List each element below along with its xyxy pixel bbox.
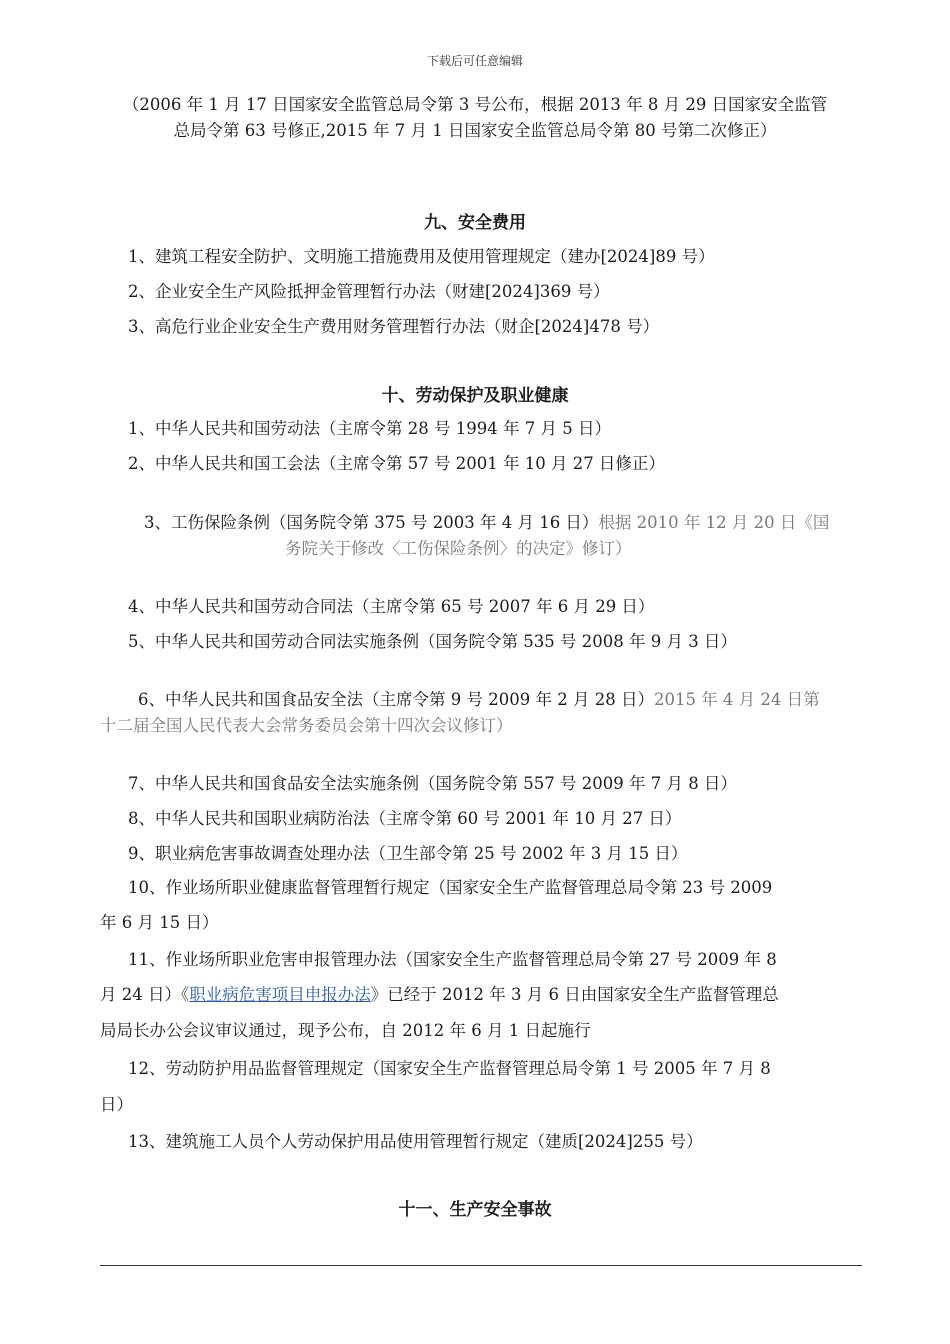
item-6-note: 2015 年 4 月 24 日第 [653,690,820,709]
section-11-title: 十一、生产安全事故 [398,1200,552,1220]
item-3-note: 根据 2010 年 12 月 20 日《国 [598,513,830,532]
list-item: 2、企业安全生产风险抵押金管理暂行办法（财建[2024]369 号） [128,282,610,301]
list-item: 11、作业场所职业危害申报管理办法（国家安全生产监督管理总局令第 27 号 2009 年 8 [128,950,777,969]
list-item: 9、职业病危害事故调查处理办法（卫生部令第 25 号 2002 年 3 月 15 日） [128,844,688,863]
list-item: 8、中华人民共和国职业病防治法（主席令第 60 号 2001 年 10 月 27 日） [128,809,682,828]
item-3-main: 3、工伤保险条例（国务院令第 375 号 2003 年 4 月 16 日） [144,513,599,532]
occupational-hazard-declaration-link[interactable]: 职业病危害项目申报办法 [189,985,371,1004]
list-item-continued [100,982,779,1008]
item-6-main: 6、中华人民共和国食品安全法（主席令第 9 号 2009 年 2 月 28 日） [138,690,654,709]
list-item [144,510,829,536]
list-item: 10、作业场所职业健康监督管理暂行规定（国家安全生产监督管理总局令第 23 号 2009 [128,878,773,897]
list-item: 4、中华人民共和国劳动合同法（主席令第 65 号 2007 年 6 月 29 日） [128,597,655,616]
list-item-continued: 日） [100,1095,133,1114]
intro-line-1: （2006 年 1 月 17 日国家安全监管总局令第 3 号公布，根据 2013 年 8 月 29 日国家安全监管 [122,95,828,114]
list-item: 3、高危行业企业安全生产费用财务管理暂行办法（财企[2024]478 号） [128,317,660,336]
list-item: 2、中华人民共和国工会法（主席令第 57 号 2001 年 10 月 27 日修正） [128,454,665,473]
list-item: 7、中华人民共和国食品安全法实施条例（国务院令第 557 号 2009 年 7 月 8 日） [128,774,737,793]
list-item [138,687,820,713]
item-11-prefix: 月 24 日）《 [100,985,190,1004]
section-9-title: 九、安全费用 [424,213,526,233]
page-header: 下载后可任意编辑 [426,54,523,68]
list-item: 5、中华人民共和国劳动合同法实施条例（国务院令第 535 号 2008 年 9 月 3 日） [128,632,737,651]
list-item: 1、中华人民共和国劳动法（主席令第 28 号 1994 年 7 月 5 日） [128,419,611,438]
list-item-continued: 局局长办公会议审议通过，现予公布，自 2012 年 6 月 1 日起施行 [100,1021,591,1040]
list-item-continued: 年 6 月 15 日） [100,913,219,932]
list-item: 1、建筑工程安全防护、文明施工措施费用及使用管理规定（建办[2024]89 号） [128,247,715,266]
item-6-note-continued: 十二届全国人民代表大会常务委员会第十四次会议修订） [100,716,513,735]
intro-line-2: 总局令第 63 号修正,2015 年 7 月 1 日国家安全监管总局令第 80 号第二次修正） [173,121,777,140]
item-11-suffix: 》已经于 2012 年 3 月 6 日由国家安全生产监督管理总 [370,985,779,1004]
list-item: 12、劳动防护用品监督管理规定（国家安全生产监督管理总局令第 1 号 2005 年 7 月 8 [128,1059,771,1078]
list-item: 13、建筑施工人员个人劳动保护用品使用管理暂行规定（建质[2024]255 号） [128,1132,703,1151]
section-10-title: 十、劳动保护及职业健康 [381,386,569,406]
footer-divider [100,1265,862,1266]
item-3-note-continued: 务院关于修改〈工伤保险条例〉的决定》修订） [285,539,632,558]
